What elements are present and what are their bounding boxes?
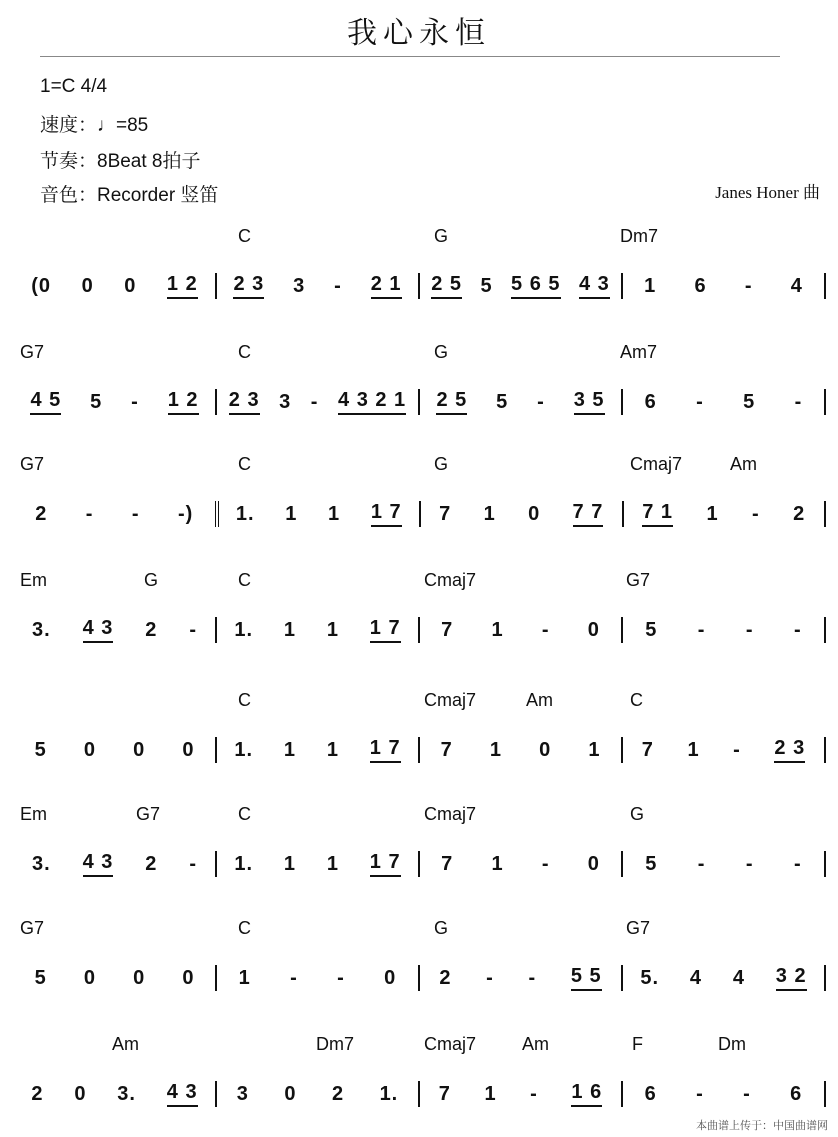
- note: (0: [31, 274, 52, 297]
- notation-line: [14, 730, 826, 770]
- note: 1: [706, 502, 719, 525]
- note: 3 5: [574, 389, 605, 415]
- chord-label: Cmaj7: [424, 690, 477, 710]
- note: 2 3: [233, 273, 264, 299]
- chord-label: C: [238, 454, 251, 474]
- note: 0: [133, 966, 146, 989]
- composer-credit: Janes Honer 曲: [715, 183, 820, 202]
- chord-label: G7: [136, 804, 161, 824]
- measure: [217, 389, 420, 415]
- note: 0: [587, 852, 600, 875]
- note: 1.: [234, 852, 254, 875]
- note: 1: [283, 738, 297, 761]
- chord-label: G: [630, 804, 645, 824]
- notation-line: [14, 844, 826, 884]
- chord-label: G7: [20, 918, 45, 938]
- note: 1.: [235, 502, 255, 525]
- note: 3 2: [776, 965, 807, 991]
- note: -: [745, 618, 754, 641]
- chord-label: G: [434, 918, 449, 938]
- chord-label: C: [238, 226, 251, 246]
- note: 7: [641, 738, 654, 761]
- note: -: [310, 390, 319, 413]
- note: -: [530, 1082, 538, 1105]
- notation-line: [14, 494, 826, 534]
- measure: [420, 1081, 623, 1107]
- note: 1: [326, 852, 339, 875]
- measure: [420, 617, 623, 643]
- measure: [219, 501, 422, 527]
- note: -: [744, 274, 753, 297]
- note: 1: [283, 618, 297, 641]
- note: 7: [440, 738, 453, 761]
- measure: [217, 965, 420, 991]
- chord-label: G: [434, 342, 449, 362]
- measure: [623, 737, 826, 763]
- chord-label: C: [238, 918, 251, 938]
- chord-label: C: [238, 342, 251, 362]
- note: 0: [539, 738, 552, 761]
- notation-line: [14, 382, 826, 422]
- note: -: [486, 966, 494, 989]
- measure: [623, 617, 826, 643]
- note: 1: [489, 738, 502, 761]
- note: 2 5: [436, 389, 467, 415]
- chord-label: Am: [526, 690, 553, 710]
- chord-label: Cmaj7: [424, 1034, 477, 1054]
- notation-line: [14, 266, 826, 306]
- chord-label: Am: [522, 1034, 549, 1054]
- note: 1: [491, 618, 504, 641]
- note: 3: [279, 390, 292, 413]
- note: 1.: [234, 618, 254, 641]
- score-row-5: [14, 690, 826, 780]
- note: 3.: [117, 1082, 136, 1105]
- note: 3.: [31, 618, 51, 641]
- notation-line: [14, 958, 826, 998]
- note: 4 3: [83, 617, 114, 643]
- note: -: [337, 966, 345, 989]
- note: 1: [326, 618, 339, 641]
- key-signature: 1=C 4/4: [40, 76, 108, 97]
- source-footer: 本曲谱上传于：中国曲谱网: [696, 1120, 828, 1132]
- note: -: [696, 1082, 704, 1105]
- measure: [14, 617, 217, 643]
- note: 2: [331, 1082, 345, 1105]
- note: 2 3: [774, 737, 805, 763]
- note: -: [290, 966, 298, 989]
- note: 7 1: [642, 501, 673, 527]
- note: 0: [81, 274, 94, 297]
- note: 1 2: [167, 273, 198, 299]
- chord-label: C: [238, 570, 251, 590]
- chord-label: Dm7: [620, 226, 659, 246]
- chord-label: F: [632, 1034, 643, 1054]
- measure: [420, 273, 623, 299]
- score-row-4: [14, 570, 826, 660]
- note: 1: [484, 1082, 497, 1105]
- note: 1: [483, 502, 496, 525]
- measure: [623, 389, 826, 415]
- note: 7: [439, 502, 452, 525]
- note: 2 1: [371, 273, 402, 299]
- note: 2: [793, 502, 806, 525]
- note: -: [131, 502, 140, 525]
- chord-label: Em: [20, 804, 47, 824]
- chord-label: G7: [20, 342, 45, 362]
- chord-label: G: [144, 570, 159, 590]
- note: -: [334, 274, 342, 297]
- score-row-2: [14, 342, 826, 432]
- note: 7 7: [573, 501, 604, 527]
- note: 0: [587, 618, 600, 641]
- note: 0: [83, 738, 96, 761]
- chord-label: Cmaj7: [424, 570, 477, 590]
- note: 5: [34, 738, 47, 761]
- note: 5: [743, 390, 756, 413]
- note: 5: [645, 618, 658, 641]
- measure: [217, 851, 420, 877]
- chord-label: Em: [20, 570, 47, 590]
- note: 2: [35, 502, 48, 525]
- note: 5 5: [571, 965, 602, 991]
- chord-label: G7: [626, 570, 651, 590]
- measure: [420, 389, 623, 415]
- tone-label: 音色：Recorder 竖笛: [40, 185, 219, 206]
- note: 1: [328, 502, 341, 525]
- measure: [14, 273, 217, 299]
- note: 4: [732, 966, 745, 989]
- chord-label: Cmaj7: [630, 454, 683, 474]
- note: 2: [145, 618, 158, 641]
- measure: [420, 737, 623, 763]
- note: -: [131, 390, 139, 413]
- note: 2 5: [431, 273, 462, 299]
- note: 3: [236, 1082, 249, 1105]
- note: 0: [384, 966, 397, 989]
- title-rule: [40, 56, 780, 57]
- note: -: [697, 618, 706, 641]
- measure: [217, 617, 420, 643]
- note: 0: [284, 1082, 297, 1105]
- note: 5.: [640, 966, 660, 989]
- note: 2: [439, 966, 452, 989]
- note: 7: [441, 618, 454, 641]
- note: 2 3: [229, 389, 260, 415]
- note: -: [528, 966, 537, 989]
- note: 0: [182, 738, 195, 761]
- note: 7: [438, 1082, 451, 1105]
- measure: [14, 965, 217, 991]
- measure: [217, 1081, 420, 1107]
- score-row-7: [14, 918, 826, 1008]
- note: -: [85, 502, 94, 525]
- measure: [14, 501, 219, 527]
- note: 1.: [379, 1082, 399, 1105]
- note: 3.: [31, 852, 51, 875]
- note: -: [541, 618, 550, 641]
- measure: [14, 389, 217, 415]
- note: -: [189, 618, 198, 641]
- note: 1 7: [370, 737, 401, 763]
- note: 2: [31, 1082, 44, 1105]
- chord-label: C: [630, 690, 643, 710]
- note: 4 3 2 1: [338, 389, 406, 415]
- measure: [623, 851, 826, 877]
- note: 5: [34, 966, 47, 989]
- note: 1: [644, 274, 657, 297]
- note: 7: [441, 852, 454, 875]
- note: 5: [645, 852, 658, 875]
- note: 0: [133, 738, 146, 761]
- chord-label: C: [238, 804, 251, 824]
- measure: [14, 737, 217, 763]
- chord-label: Am7: [620, 342, 658, 362]
- note: -: [541, 852, 550, 875]
- chord-label: Dm: [718, 1034, 746, 1054]
- score-row-8: [14, 1034, 826, 1124]
- note: 1 7: [371, 501, 402, 527]
- chord-label: G7: [20, 454, 45, 474]
- note: 1: [238, 966, 251, 989]
- note: 4 5: [30, 389, 61, 415]
- note: -: [752, 502, 760, 525]
- note: 6: [644, 1082, 657, 1105]
- note: 4: [689, 966, 703, 989]
- note: -: [733, 738, 741, 761]
- note: 1: [326, 738, 339, 761]
- rhythm-label: 节奏：8Beat 8拍子: [40, 151, 201, 172]
- measure: [217, 737, 420, 763]
- note: 0: [124, 274, 137, 297]
- note: 4 3: [167, 1081, 198, 1107]
- note: 0: [83, 966, 96, 989]
- note: -: [537, 390, 545, 413]
- note: 2: [145, 852, 158, 875]
- tempo-marking: 速度：♩=85: [40, 115, 149, 136]
- score-row-3: [14, 454, 826, 544]
- notation-line: [14, 610, 826, 650]
- note: 6: [790, 1082, 803, 1105]
- note: 0: [528, 502, 541, 525]
- measure: [217, 273, 420, 299]
- chord-label: C: [238, 690, 251, 710]
- measure: [623, 273, 826, 299]
- note: 1: [588, 738, 601, 761]
- note: 4: [790, 274, 803, 297]
- note: 4 3: [579, 273, 610, 299]
- note: -: [697, 852, 706, 875]
- note: -: [794, 852, 802, 875]
- measure: [14, 1081, 217, 1107]
- measure: [14, 851, 217, 877]
- note: 1: [285, 502, 298, 525]
- chord-label: G: [434, 226, 449, 246]
- note: 4 3: [83, 851, 114, 877]
- note: 1: [491, 852, 504, 875]
- chord-label: G7: [626, 918, 651, 938]
- note: -: [189, 852, 198, 875]
- note: 0: [74, 1082, 87, 1105]
- notation-line: [14, 1074, 826, 1114]
- chord-label: Cmaj7: [424, 804, 477, 824]
- note: 1.: [234, 738, 254, 761]
- measure: [623, 965, 826, 991]
- note: 1 6: [571, 1081, 602, 1107]
- note: -: [794, 390, 803, 413]
- note: 5: [496, 390, 509, 413]
- measure: [420, 851, 623, 877]
- note: 6: [644, 390, 657, 413]
- score-row-6: [14, 804, 826, 894]
- note: 1 7: [370, 617, 401, 643]
- chord-label: Dm7: [316, 1034, 355, 1054]
- note: 1: [687, 738, 700, 761]
- note: 1: [283, 852, 297, 875]
- note: 5: [90, 390, 103, 413]
- note: -: [745, 852, 754, 875]
- note: -: [696, 390, 704, 413]
- note: -: [743, 1082, 751, 1105]
- note: 5 6 5: [511, 273, 560, 299]
- measure: [624, 501, 827, 527]
- song-title: 我心永恒: [347, 16, 491, 51]
- measure: [420, 965, 623, 991]
- chord-label: Am: [112, 1034, 139, 1054]
- measure: [421, 501, 624, 527]
- note: 6: [694, 274, 707, 297]
- note: 1 7: [370, 851, 401, 877]
- chord-label: G: [434, 454, 449, 474]
- measure: [623, 1081, 826, 1107]
- note: -): [177, 502, 194, 525]
- note: 5: [480, 274, 493, 297]
- note: -: [794, 618, 802, 641]
- note: 1 2: [168, 389, 199, 415]
- chord-label: Am: [730, 454, 757, 474]
- note: 0: [182, 966, 195, 989]
- note: 3: [293, 274, 306, 297]
- score-row-1: [14, 226, 826, 316]
